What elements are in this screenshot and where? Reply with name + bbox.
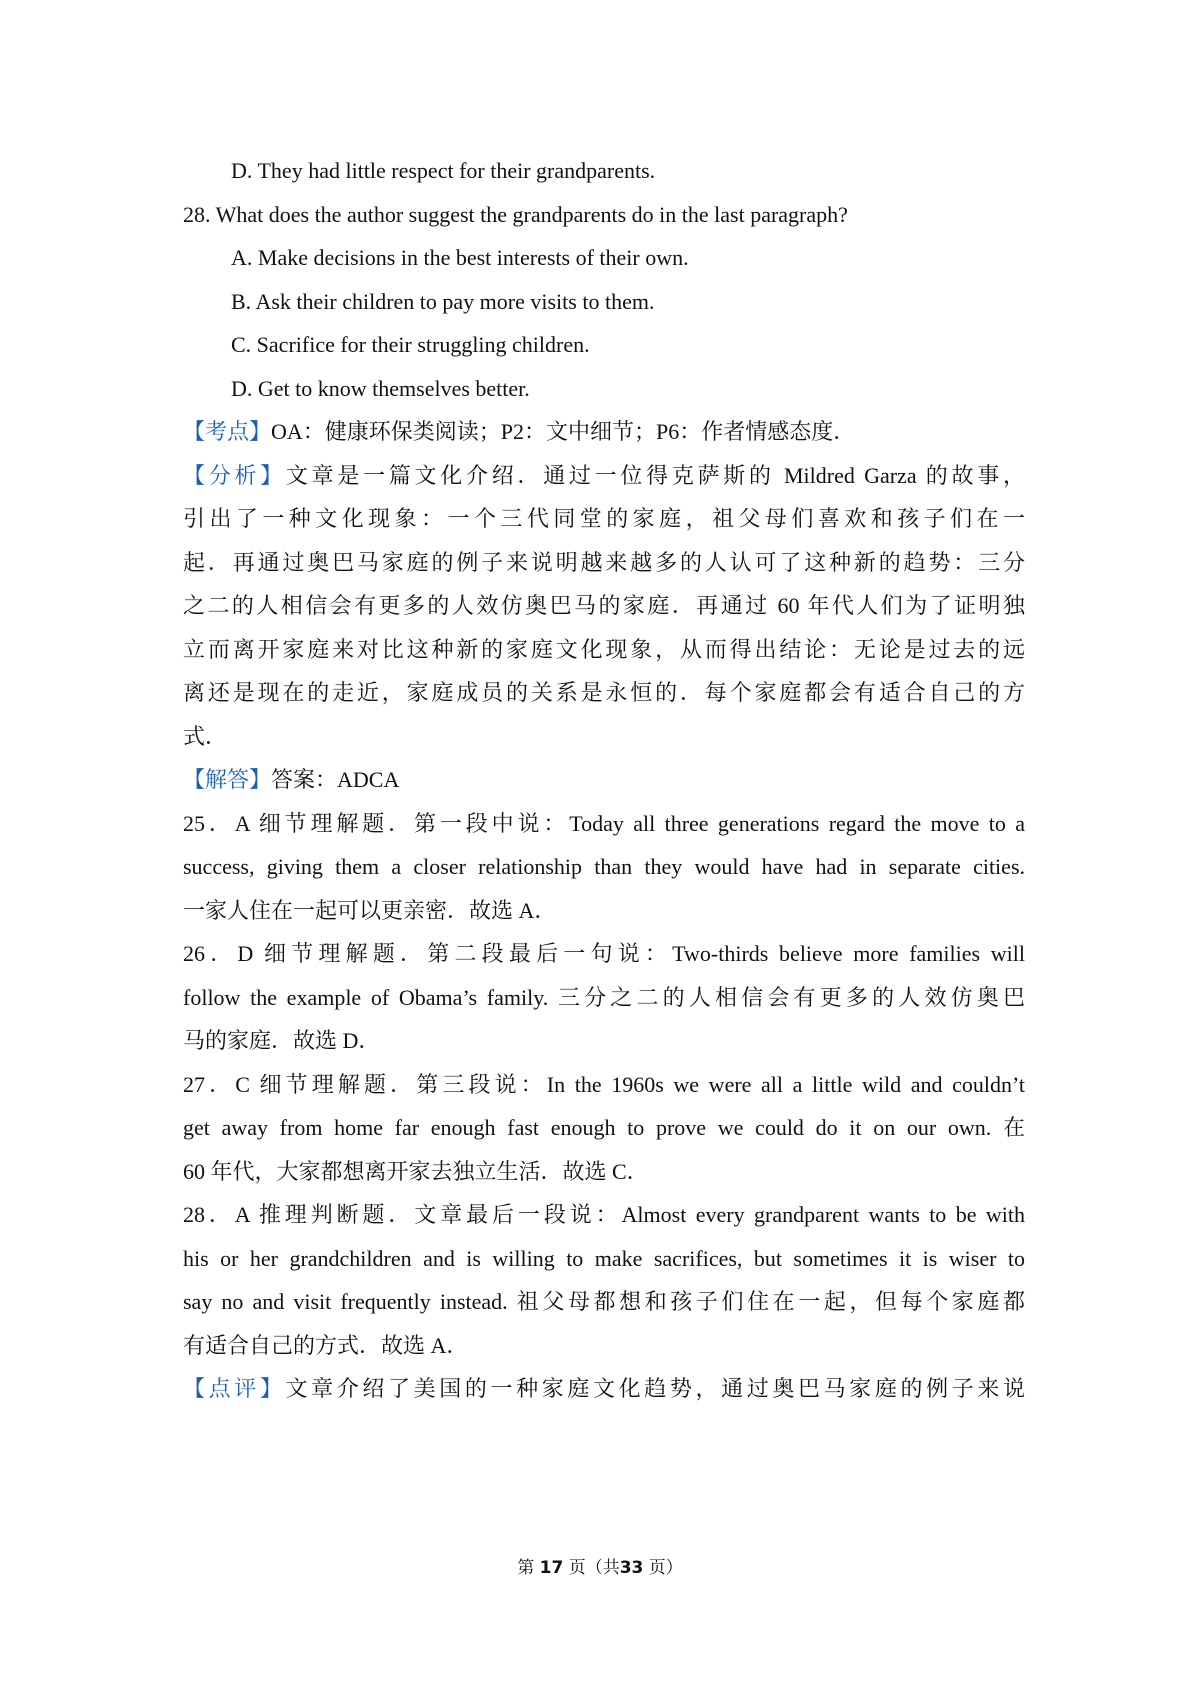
fenxi-line-5: 立而离开家庭来对比这种新的家庭文化现象，从而得出结论：无论是过去的远 (183, 637, 1025, 662)
answer-27-line-1: 27．C 细节理解题．第三段说：In the 1960s we were all a little wild and couldn’t (183, 1072, 1025, 1097)
fenxi-line-6: 离还是现在的走近，家庭成员的关系是永恒的．每个家庭都会有适合自己的方 (183, 680, 1025, 705)
q28-stem: 28. What does the author suggest the grandparents do in the last paragraph? (183, 202, 848, 227)
answer-25-line-2: success, giving them a closer relationship than they would have had in separate cities. (183, 854, 1025, 879)
q28-option-b: B. Ask their children to pay more visits to them. (231, 289, 655, 314)
q27-option-d: D. They had little respect for their grandparents. (231, 158, 656, 183)
answer-26-line-1: 26．D 细节理解题．第二段最后一句说：Two-thirds believe more families will (183, 941, 1025, 966)
answer-28-line-3: say no and visit frequently instead. 祖父母都想和孩子们住在一起，但每个家庭都 (183, 1289, 1025, 1314)
dianping-text: 文章介绍了美国的一种家庭文化趋势，通过奥巴马家庭的例子来说 (285, 1376, 1025, 1401)
answer-28-line-4: 有适合自己的方式．故选 A． (183, 1333, 469, 1358)
fenxi-line-7: 式． (183, 724, 228, 749)
jieda-tag: 【解答】 (183, 767, 272, 792)
footer-total-pages: 33 (619, 1558, 644, 1578)
answer-25-line-1: 25．A 细节理解题．第一段中说：Today all three generations regard the move to a (183, 811, 1025, 836)
q28-option-d: D. Get to know themselves better. (231, 376, 530, 401)
answer-26-line-3: 马的家庭．故选 D． (183, 1028, 381, 1053)
answer-28-line-1: 28．A 推理判断题．文章最后一段说：Almost every grandparent wants to be with (183, 1202, 1025, 1227)
answer-25-line-3: 一家人住在一起可以更亲密．故选 A． (183, 898, 557, 923)
fenxi-line-2: 引出了一种文化现象：一个三代同堂的家庭，祖父母们喜欢和孩子们在一 (183, 506, 1025, 531)
footer-page-number: 17 (539, 1558, 564, 1578)
footer-suffix: 页） (648, 1558, 683, 1578)
fenxi-text: 文章是一篇文化介绍．通过一位得克萨斯的 Mildred Garza 的故事， (285, 463, 1025, 488)
kaodian-line (183, 417, 1025, 447)
fenxi-line-3: 起．再通过奥巴马家庭的例子来说明越来越多的人认可了这种新的趋势：三分 (183, 550, 1025, 575)
footer-middle: 页（共 (568, 1558, 620, 1578)
kaodian-text: OA：健康环保类阅读；P2：文中细节；P6：作者情感态度． (271, 419, 856, 444)
answer-28-line-2: his or her grandchildren and is willing to make sacrifices, but sometimes it is wiser to (183, 1246, 1025, 1271)
answer-27-line-3: 60 年代，大家都想离开家去独立生活．故选 C． (183, 1159, 649, 1184)
q28-option-a: A. Make decisions in the best interests of their own. (231, 245, 689, 270)
q28-option-c: C. Sacrifice for their struggling children. (231, 332, 590, 357)
footer-prefix: 第 (517, 1558, 535, 1578)
fenxi-line-1 (183, 461, 1025, 491)
dianping-line (183, 1374, 1025, 1404)
fenxi-line-4: 之二的人相信会有更多的人效仿奥巴马的家庭．再通过 60 年代人们为了证明独 (183, 593, 1025, 618)
kaodian-tag: 【考点】 (183, 419, 272, 444)
page-footer (0, 1556, 1200, 1580)
jieda-line (183, 765, 1025, 795)
dianping-tag: 【点评】 (183, 1376, 286, 1401)
answer-27-line-2: get away from home far enough fast enough to prove we could do it on our own. 在 (183, 1115, 1025, 1140)
fenxi-tag: 【分析】 (183, 463, 286, 488)
answer-26-line-2: follow the example of Obama’s family. 三分之二的人相信会有更多的人效仿奥巴 (183, 985, 1025, 1010)
jieda-text: 答案：ADCA (271, 767, 400, 792)
